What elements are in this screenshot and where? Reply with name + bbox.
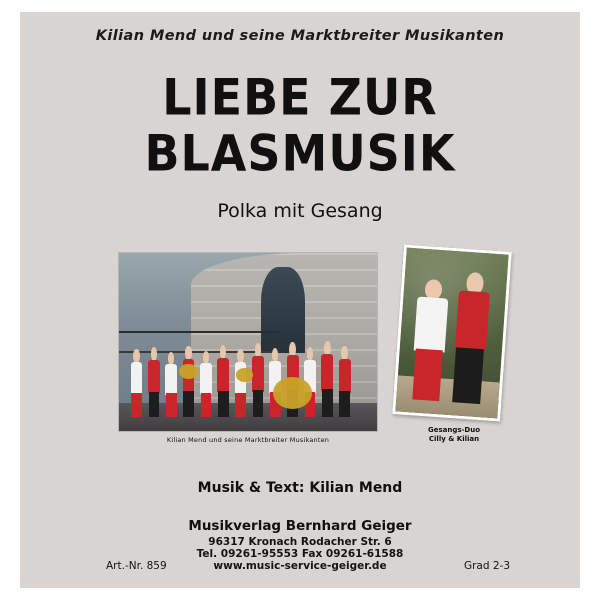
difficulty-grade: Grad 2-3 <box>463 560 510 572</box>
title-line-2: BLASMUSIK <box>144 123 456 183</box>
publisher-phone-fax: Tel. 09261-95553 Fax 09261-61588 <box>196 548 404 560</box>
duo-photo-caption <box>398 426 510 444</box>
musician-figure <box>250 343 265 417</box>
musician-figure <box>146 347 161 417</box>
musician-figure <box>198 351 213 417</box>
photo-area <box>20 240 580 444</box>
article-number: Art.-Nr. 859 <box>106 560 167 572</box>
publisher-name: Musikverlag Bernhard Geiger <box>188 518 412 534</box>
duo-caption-line-2: Cilly & Kilian <box>428 434 480 443</box>
publisher-website: www.music-service-geiger.de <box>213 560 387 572</box>
musician-figure <box>129 349 144 416</box>
band-photo-musicians <box>124 292 372 417</box>
musician-figure <box>164 352 179 417</box>
band-photo <box>118 252 378 432</box>
cover-sheet <box>20 12 580 588</box>
musician-figure <box>233 349 248 416</box>
title-line-1: LIEBE ZUR <box>162 67 438 127</box>
subtitle: Polka mit Gesang <box>217 200 383 222</box>
duo-photo <box>392 244 512 421</box>
musician-figure <box>320 341 335 417</box>
musician-figure <box>337 346 352 417</box>
duo-caption-line-1: Gesangs-Duo <box>427 426 481 434</box>
music-text-credit: Musik & Text: Kilian Mend <box>197 480 403 496</box>
musician-figure <box>216 345 231 417</box>
ensemble-name: Kilian Mend und seine Marktbreiter Musikanten <box>95 28 505 44</box>
band-photo-caption: Kilian Mend und seine Marktbreiter Musikanten <box>166 436 330 444</box>
musician-figure <box>181 346 196 417</box>
publisher-address: 96317 Kronach Rodacher Str. 6 <box>208 536 392 548</box>
brass-instrument-icon <box>236 368 253 382</box>
